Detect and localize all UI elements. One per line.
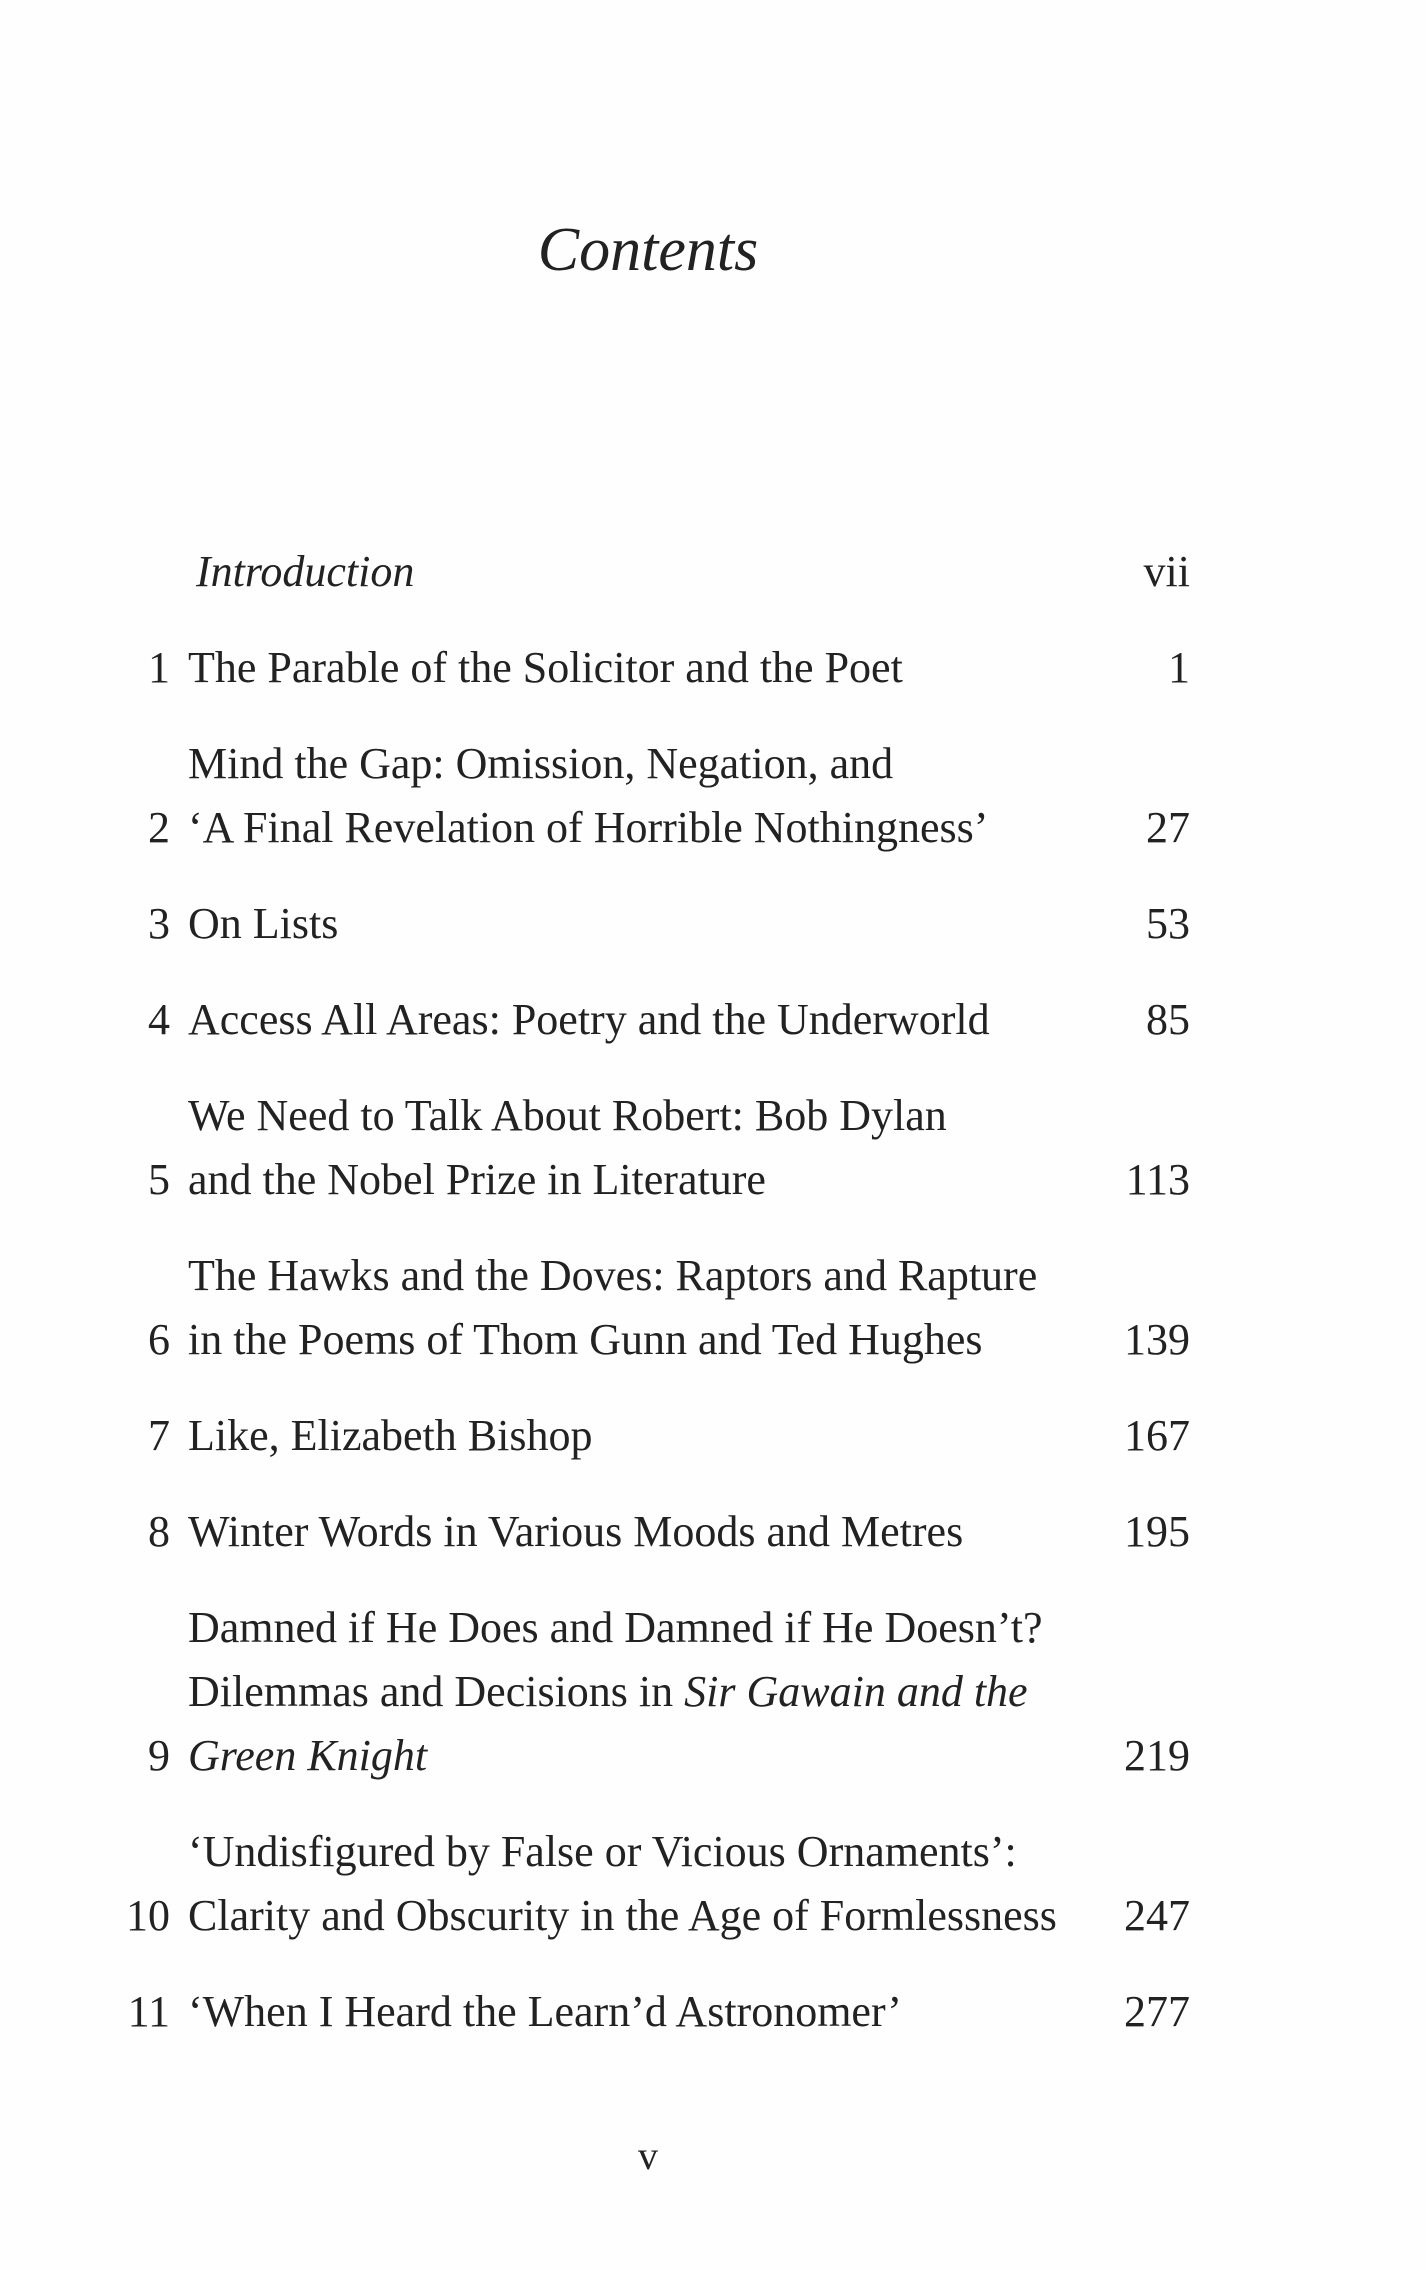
toc-entry-page: 219 (1124, 1731, 1190, 1780)
page-title: Contents (537, 216, 759, 284)
toc-entry-7 (100, 1404, 1190, 1468)
toc-entry-page: 277 (1124, 1987, 1190, 2036)
toc-entry-line (188, 1660, 1090, 1724)
toc-entry-title (188, 636, 1090, 700)
toc-entry-number: 9 (148, 1731, 170, 1780)
toc-entry-page: 53 (1146, 899, 1190, 948)
toc-entry-title (188, 732, 1090, 860)
toc-entry-9 (100, 1596, 1190, 1788)
toc-entry-5 (100, 1084, 1190, 1212)
toc-entry-number: 8 (148, 1507, 170, 1556)
toc-entry-title: Introduction (196, 547, 415, 596)
toc-entry-line-italic: Sir Gawain and the (684, 1667, 1028, 1716)
toc-entry-line: and the Nobel Prize in Literature (188, 1155, 766, 1204)
toc-entry-title (188, 988, 1090, 1052)
toc-entry-line: ‘A Final Revelation of Horrible Nothingness’ (188, 803, 989, 852)
toc-entry-page: 1 (1168, 643, 1190, 692)
toc-entry-10 (100, 1820, 1190, 1948)
toc-entry-number: 2 (148, 803, 170, 852)
table-of-contents (100, 540, 1190, 2076)
toc-entry-page: 85 (1146, 995, 1190, 1044)
toc-entry-page: 113 (1125, 1155, 1190, 1204)
toc-entry-title (188, 1404, 1090, 1468)
toc-entry-title (188, 1980, 1090, 2044)
toc-entry-page: 139 (1124, 1315, 1190, 1364)
toc-entry-page: 27 (1146, 803, 1190, 852)
toc-entry-number: 4 (148, 995, 170, 1044)
toc-entry-number: 3 (148, 899, 170, 948)
toc-entry-line: Winter Words in Various Moods and Metres (188, 1507, 964, 1556)
toc-entry-title (188, 1820, 1090, 1948)
toc-entry-page: 167 (1124, 1411, 1190, 1460)
toc-entry-number: 5 (148, 1155, 170, 1204)
toc-entry-4 (100, 988, 1190, 1052)
toc-entry-line: Like, Elizabeth Bishop (188, 1411, 593, 1460)
toc-entry-number: 10 (126, 1891, 170, 1940)
toc-entry-number: 7 (148, 1411, 170, 1460)
toc-entry-line: ‘When I Heard the Learn’d Astronomer’ (188, 1987, 902, 2036)
toc-entry-title (188, 1596, 1090, 1788)
toc-entry-line: Green Knight (188, 1731, 428, 1780)
toc-entry-2 (100, 732, 1190, 860)
toc-entry-line: Clarity and Obscurity in the Age of Formlessness (188, 1891, 1057, 1940)
toc-entry-8 (100, 1500, 1190, 1564)
toc-entry-11 (100, 1980, 1190, 2044)
toc-entry-page: 247 (1124, 1891, 1190, 1940)
toc-entry-title (188, 1084, 1090, 1212)
toc-entry-line: in the Poems of Thom Gunn and Ted Hughes (188, 1315, 983, 1364)
toc-entry-line: Damned if He Does and Damned if He Doesn’t? (188, 1603, 1043, 1652)
toc-entry-line: Mind the Gap: Omission, Negation, and (188, 739, 894, 788)
toc-entry-line: We Need to Talk About Robert: Bob Dylan (188, 1091, 947, 1140)
toc-entry-line-roman: Dilemmas and Decisions in (188, 1667, 685, 1716)
toc-entry-title (188, 892, 1090, 956)
toc-entry-6 (100, 1244, 1190, 1372)
toc-entry-line: The Hawks and the Doves: Raptors and Rapture (188, 1251, 1038, 1300)
toc-entry-page: vii (1143, 547, 1190, 596)
page-number: v (638, 2133, 658, 2178)
toc-entry-3 (100, 892, 1190, 956)
toc-entry-page: 195 (1124, 1507, 1190, 1556)
toc-entry-title (188, 1500, 1090, 1564)
toc-entry-title (188, 1244, 1090, 1372)
toc-entry-line: ‘Undisfigured by False or Vicious Ornaments’: (188, 1827, 1017, 1876)
toc-entry-line: Access All Areas: Poetry and the Underworld (188, 995, 990, 1044)
toc-entry-number: 1 (148, 643, 170, 692)
toc-entry-line: The Parable of the Solicitor and the Poet (188, 643, 903, 692)
toc-entry-number: 6 (148, 1315, 170, 1364)
toc-entry-number: 11 (127, 1987, 170, 2036)
toc-entry-1 (100, 636, 1190, 700)
toc-entry-line: On Lists (188, 899, 339, 948)
toc-entry-introduction (100, 540, 1190, 604)
